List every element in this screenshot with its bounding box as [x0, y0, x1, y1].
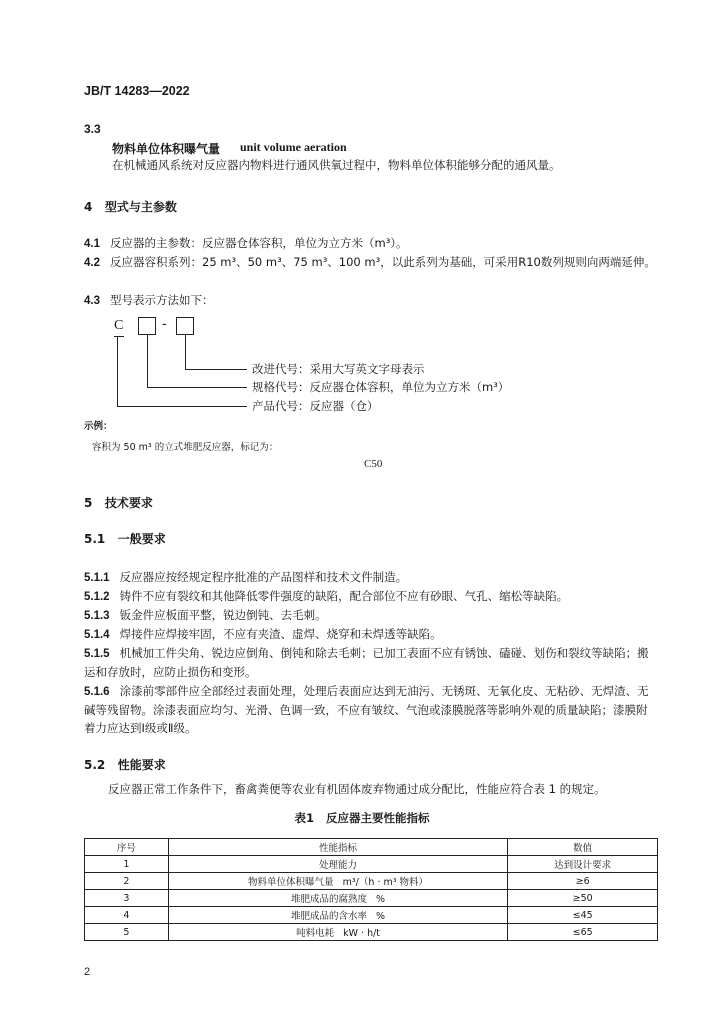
spec-code-box [138, 317, 156, 335]
cell-value: 达到设计要求 [508, 856, 658, 873]
item-5-1-6 [84, 682, 658, 737]
section-5-heading: 5 技术要求 [84, 496, 153, 510]
item-5-1-4-text: 焊接件应焊接牢固，不应有夹渣、虚焊、烧穿和未焊透等缺陷。 [119, 627, 442, 641]
section-3-3-number: 3.3 [84, 122, 101, 136]
prefix-letter: C [114, 318, 124, 333]
product-code-label: 产品代号：反应器（仓） [252, 399, 379, 413]
para-4-2 [84, 253, 658, 272]
table-row [85, 890, 658, 907]
term-en: unit volume aeration [240, 140, 347, 154]
cell-seq: 5 [85, 924, 169, 941]
item-5-1-2-text: 铸件不应有裂纹和其他降低零件强度的缺陷，配合部位不应有砂眼、气孔、缩松等缺陷。 [119, 589, 569, 603]
cell-indicator: 堆肥成品的腐熟度 % [168, 890, 508, 907]
para-4-1-text: 反应器的主参数：反应器仓体容积，单位为立方米（m³）。 [110, 236, 408, 250]
performance-table [84, 838, 658, 941]
term-definition: 在机械通风系统对反应器内物料进行通风供氧过程中，物料单位体积能够分配的通风量。 [112, 158, 561, 172]
cell-indicator: 处理能力 [168, 856, 508, 873]
item-5-1-4 [84, 625, 658, 644]
table-header-row [85, 839, 658, 856]
prefix-underline [114, 336, 124, 337]
improve-leader-vertical [185, 335, 186, 369]
product-leader-vertical [117, 337, 118, 406]
cell-value: ≥6 [508, 873, 658, 890]
table-row [85, 856, 658, 873]
para-4-2-text: 反应器容积系列：25 m³、50 m³、75 m³、100 m³，以此系列为基础，可采用R10数列规则向两端延伸。 [110, 255, 656, 269]
item-5-1-3-text: 钣金件应板面平整，锐边倒钝、去毛刺。 [119, 608, 327, 622]
cell-indicator: 堆肥成品的含水率 % [168, 907, 508, 924]
cell-seq: 4 [85, 907, 169, 924]
section-5-2-heading: 5.2 性能要求 [84, 758, 166, 772]
section-4-heading: 4 型式与主参数 [84, 200, 177, 214]
item-5-1-2 [84, 587, 658, 606]
para-4-1-number: 4.1 [84, 238, 100, 250]
item-5-1-3 [84, 606, 658, 625]
para-4-2-number: 4.2 [84, 257, 100, 269]
improve-code-box [176, 317, 194, 335]
spec-code-label: 规格代号：反应器仓体容积，单位为立方米（m³） [252, 380, 510, 394]
header-seq: 序号 [85, 839, 169, 856]
header-value: 数值 [508, 839, 658, 856]
improve-code-label: 改进代号：采用大写英文字母表示 [252, 362, 425, 376]
cell-seq: 3 [85, 890, 169, 907]
table-caption: 表1 反应器主要性能指标 [294, 811, 430, 825]
table-row [85, 907, 658, 924]
example-title: 示例： [84, 421, 113, 432]
standard-id: JB/T 14283—2022 [84, 84, 190, 98]
para-4-3 [84, 291, 658, 310]
table-row [85, 924, 658, 941]
cell-indicator: 物料单位体积曝气量 m³/（h · m³ 物料） [168, 873, 508, 890]
item-5-1-5-number: 5.1.5 [84, 648, 110, 660]
para-4-3-text: 型号表示方法如下： [110, 293, 214, 307]
cell-indicator: 吨料电耗 kW · h/t [168, 924, 508, 941]
product-leader-horizontal [117, 406, 247, 407]
item-5-1-6-number: 5.1.6 [84, 686, 110, 698]
item-5-1-4-number: 5.1.4 [84, 629, 110, 641]
cell-value: ≥50 [508, 890, 658, 907]
cell-seq: 2 [85, 873, 169, 890]
section-5-1-heading: 5.1 一般要求 [84, 532, 166, 546]
cell-value: ≤45 [508, 907, 658, 924]
spec-leader-horizontal [147, 387, 247, 388]
example-code: C50 [364, 458, 383, 470]
improve-leader-horizontal [185, 369, 247, 370]
item-5-1-1-text: 反应器应按经规定程序批准的产品图样和技术文件制造。 [119, 570, 408, 584]
example-text: 容积为 50 m³ 的立式堆肥反应器，标记为： [92, 442, 279, 453]
cell-seq: 1 [85, 856, 169, 873]
item-5-1-3-number: 5.1.3 [84, 610, 110, 622]
performance-intro: 反应器正常工作条件下，畜禽粪便等农业有机固体废弃物通过成分配比，性能应符合表 1 的规定。 [108, 782, 606, 796]
page-number: 2 [84, 966, 91, 978]
header-indicator: 性能指标 [168, 839, 508, 856]
item-5-1-5-text: 机械加工件尖角、锐边应倒角、倒钝和除去毛刺；已加工表面不应有锈蚀、磕碰、划伤和裂纹等缺陷；搬运和存放时，应防止损伤和变形。 [84, 646, 649, 679]
cell-value: ≤65 [508, 924, 658, 941]
item-5-1-5 [84, 644, 658, 681]
table-row [85, 873, 658, 890]
term-cn: 物料单位体积曝气量 [112, 142, 221, 156]
item-5-1-1-number: 5.1.1 [84, 572, 110, 584]
item-5-1-1 [84, 568, 658, 587]
dash-symbol: - [162, 317, 167, 332]
para-4-1 [84, 234, 658, 253]
para-4-3-number: 4.3 [84, 295, 100, 307]
spec-leader-vertical [147, 335, 148, 387]
item-5-1-2-number: 5.1.2 [84, 591, 110, 603]
item-5-1-6-text: 涂漆前零部件应全部经过表面处理，处理后表面应达到无油污、无锈斑、无氧化皮、无粘砂、无焊渣、无碱等残留物。涂漆表面应均匀、光滑、色调一致，不应有皱纹、气泡或漆膜脱落等影响外观的质量缺陷；漆膜附着力应达到Ⅰ级或Ⅱ级。 [84, 684, 649, 735]
